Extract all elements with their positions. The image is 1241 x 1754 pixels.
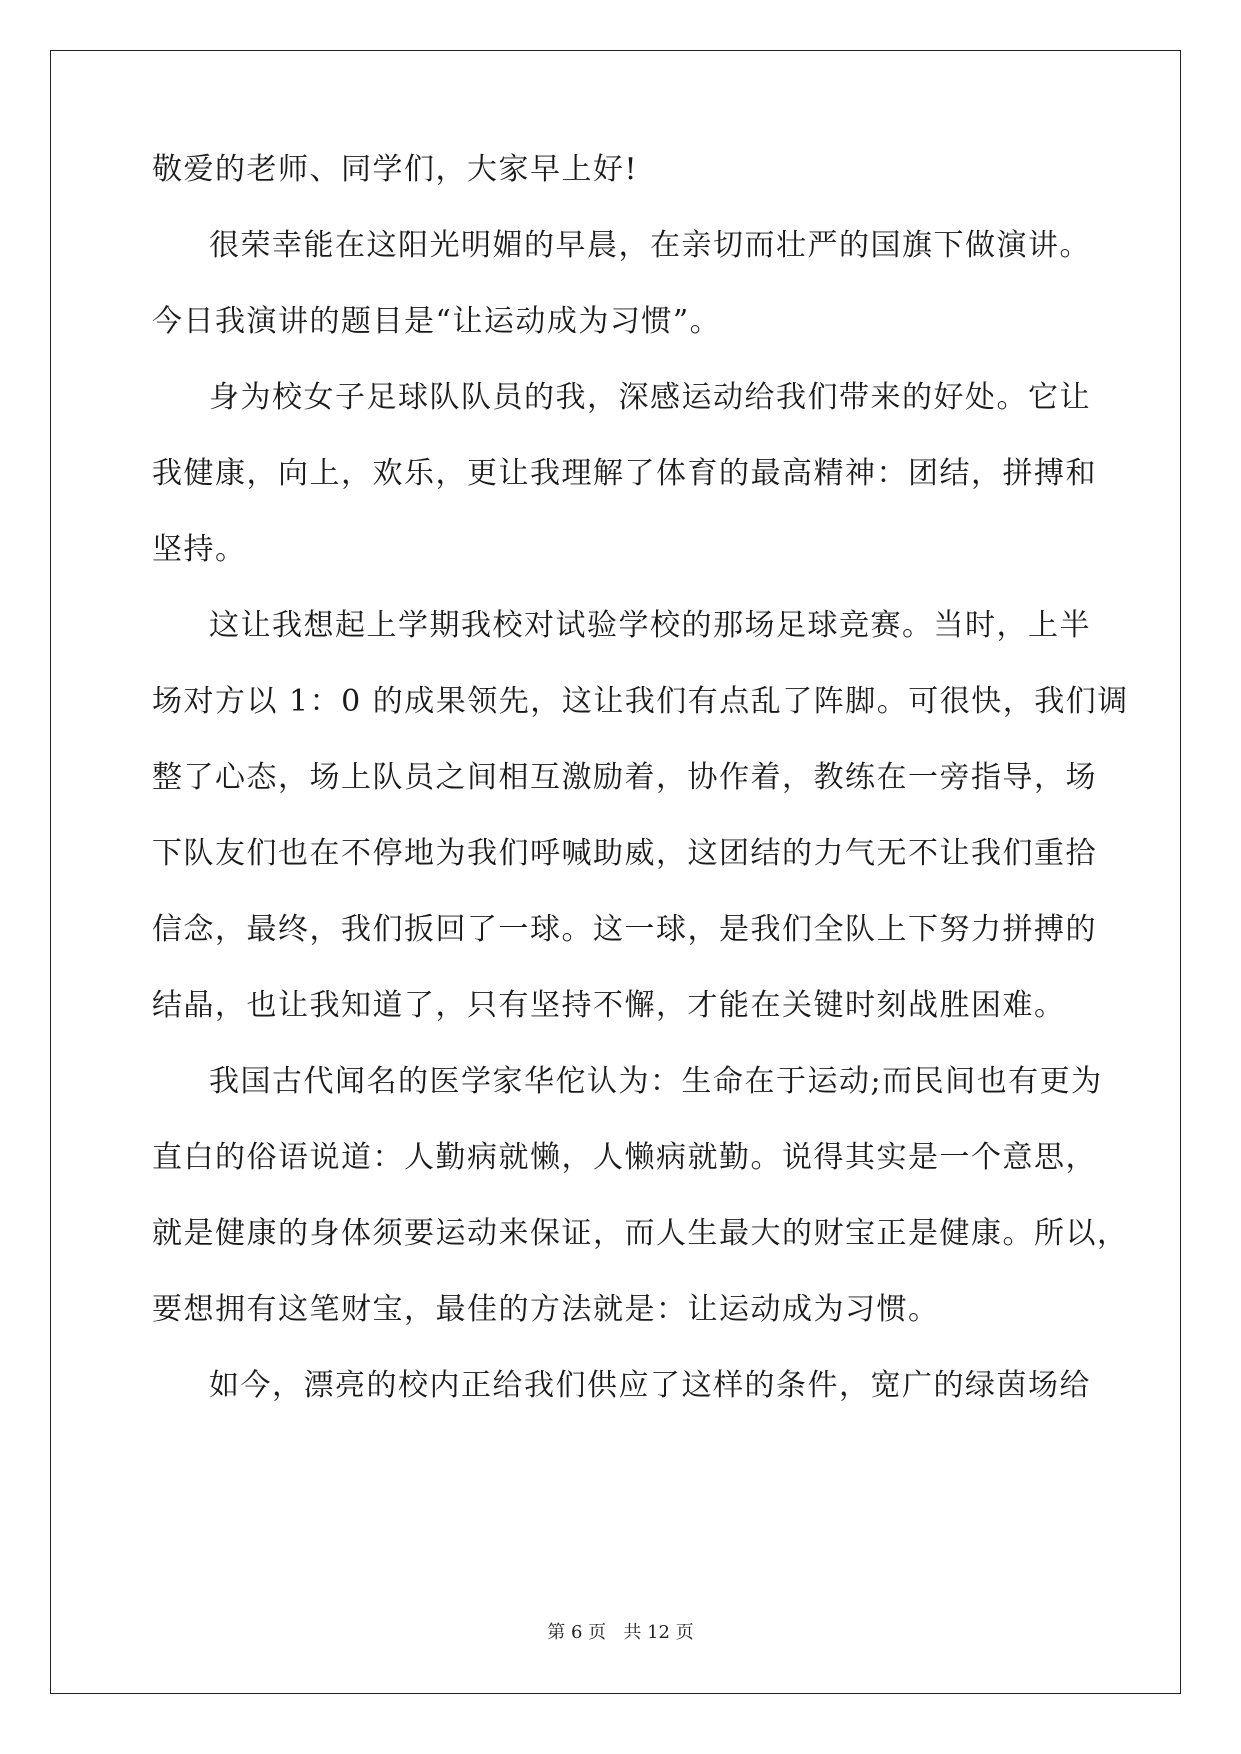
text-line: 很荣幸能在这阳光明媚的早晨，在亲切而壮严的国旗下做演讲。 [209,228,1091,263]
text-line: 我健康，向上，欢乐，更让我理解了体育的最高精神：团结，拼搏和 [152,456,1097,491]
text-line: 信念，最终，我们扳回了一球。这一球，是我们全队上下努力拼搏的 [152,912,1097,947]
text-line: 要想拥有这笔财宝，最佳的方法就是：让运动成为习惯。 [152,1292,940,1327]
text-line: 我国古代闻名的医学家华佗认为：生命在于运动;而民间也有更为 [209,1064,1103,1099]
text-line: 下队友们也在不停地为我们呼喊助威，这团结的力气无不让我们重拾 [152,836,1097,871]
text-line: 敬爱的老师、同学们，大家早上好! [152,152,639,187]
text-line: 坚持。 [152,532,247,567]
text-line: 就是健康的身体须要运动来保证，而人生最大的财宝正是健康。所以， [152,1216,1129,1251]
text-line: 整了心态，场上队员之间相互激励着，协作着，教练在一旁指导，场 [152,760,1097,795]
text-line: 这让我想起上学期我校对试验学校的那场足球竞赛。当时，上半 [209,608,1091,643]
page-number-footer: 第 6 页 共 12 页 [547,1622,694,1643]
text-line: 直白的俗语说道：人勤病就懒，人懒病就勤。说得其实是一个意思， [152,1140,1097,1175]
text-line: 今日我演讲的题目是“让运动成为习惯”。 [152,304,722,339]
text-line: 身为校女子足球队队员的我，深感运动给我们带来的好处。它让 [209,380,1091,415]
text-line: 如今，漂亮的校内正给我们供应了这样的条件，宽广的绿茵场给 [209,1368,1091,1403]
text-line: 场对方以 1：0 的成果领先，这让我们有点乱了阵脚。可很快，我们调 [152,684,1129,719]
text-line: 结晶，也让我知道了，只有坚持不懈，才能在关键时刻战胜困难。 [152,988,1066,1023]
